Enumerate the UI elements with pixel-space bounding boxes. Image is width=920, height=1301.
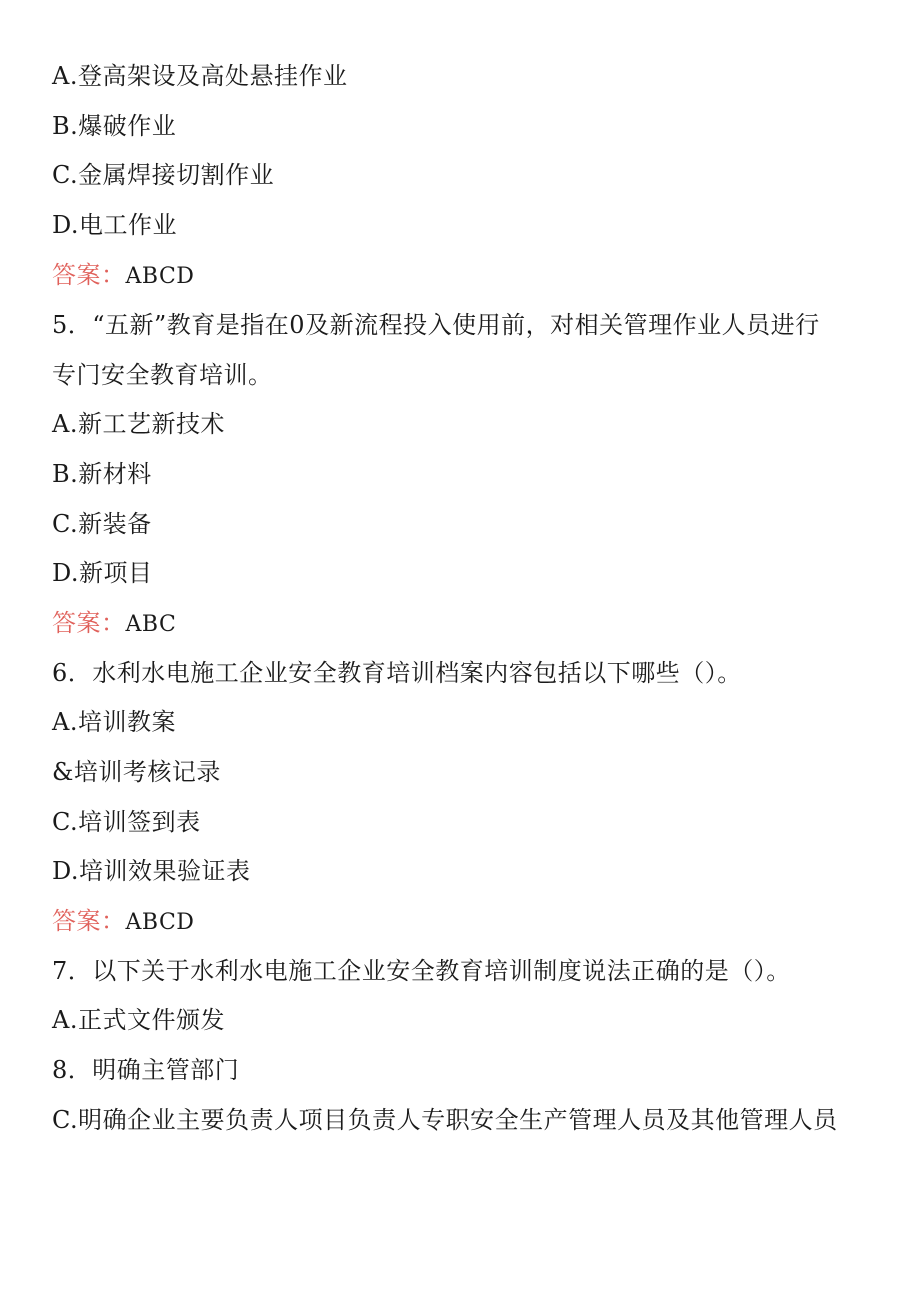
question-6: 6．水利水电施工企业安全教育培训档案内容包括以下哪些（）。: [52, 659, 742, 687]
answer-value: ABCD: [125, 910, 195, 935]
question-8: 8．明确主管部门: [52, 1056, 240, 1084]
q7-option-a: A.正式文件颁发: [52, 1006, 225, 1034]
answer-label: 答案：: [52, 261, 126, 289]
answer-value: ABC: [125, 612, 177, 637]
q7-option-c: C.明确企业主要负责人项目负责人专职安全生产管理人员及其他管理人员: [52, 1106, 838, 1134]
option-d-line: D.电工作业: [52, 211, 178, 239]
answer-line: [52, 608, 176, 640]
q6-option-a: A.培训教案: [52, 708, 176, 736]
option-b-line: B.爆破作业: [52, 112, 177, 140]
answer-line: [52, 906, 194, 938]
question-7: 7．以下关于水利水电施工企业安全教育培训制度说法正确的是（）。: [52, 957, 791, 985]
question-5-line1: 5．“五新”教育是指在0及新流程投入使用前，对相关管理作业人员进行: [52, 311, 820, 339]
answer-line: [52, 260, 194, 292]
answer-label: 答案：: [52, 609, 126, 637]
option-a-line: A.登高架设及高处悬挂作业: [52, 62, 348, 90]
q6-option-c: C.培训签到表: [52, 808, 201, 836]
answer-label: 答案：: [52, 907, 126, 935]
q6-option-d: D.培训效果验证表: [52, 857, 251, 885]
option-c-line: C.金属焊接切割作业: [52, 161, 275, 189]
answer-value: ABCD: [125, 264, 195, 289]
q5-option-c: C.新装备: [52, 510, 152, 538]
q5-option-a: A.新工艺新技术: [52, 410, 225, 438]
q6-option-b: &培训考核记录: [52, 758, 221, 786]
question-5-line2: 专门安全教育培训。: [52, 361, 273, 389]
q5-option-d: D.新项目: [52, 559, 153, 587]
q5-option-b: B.新材料: [52, 460, 152, 488]
